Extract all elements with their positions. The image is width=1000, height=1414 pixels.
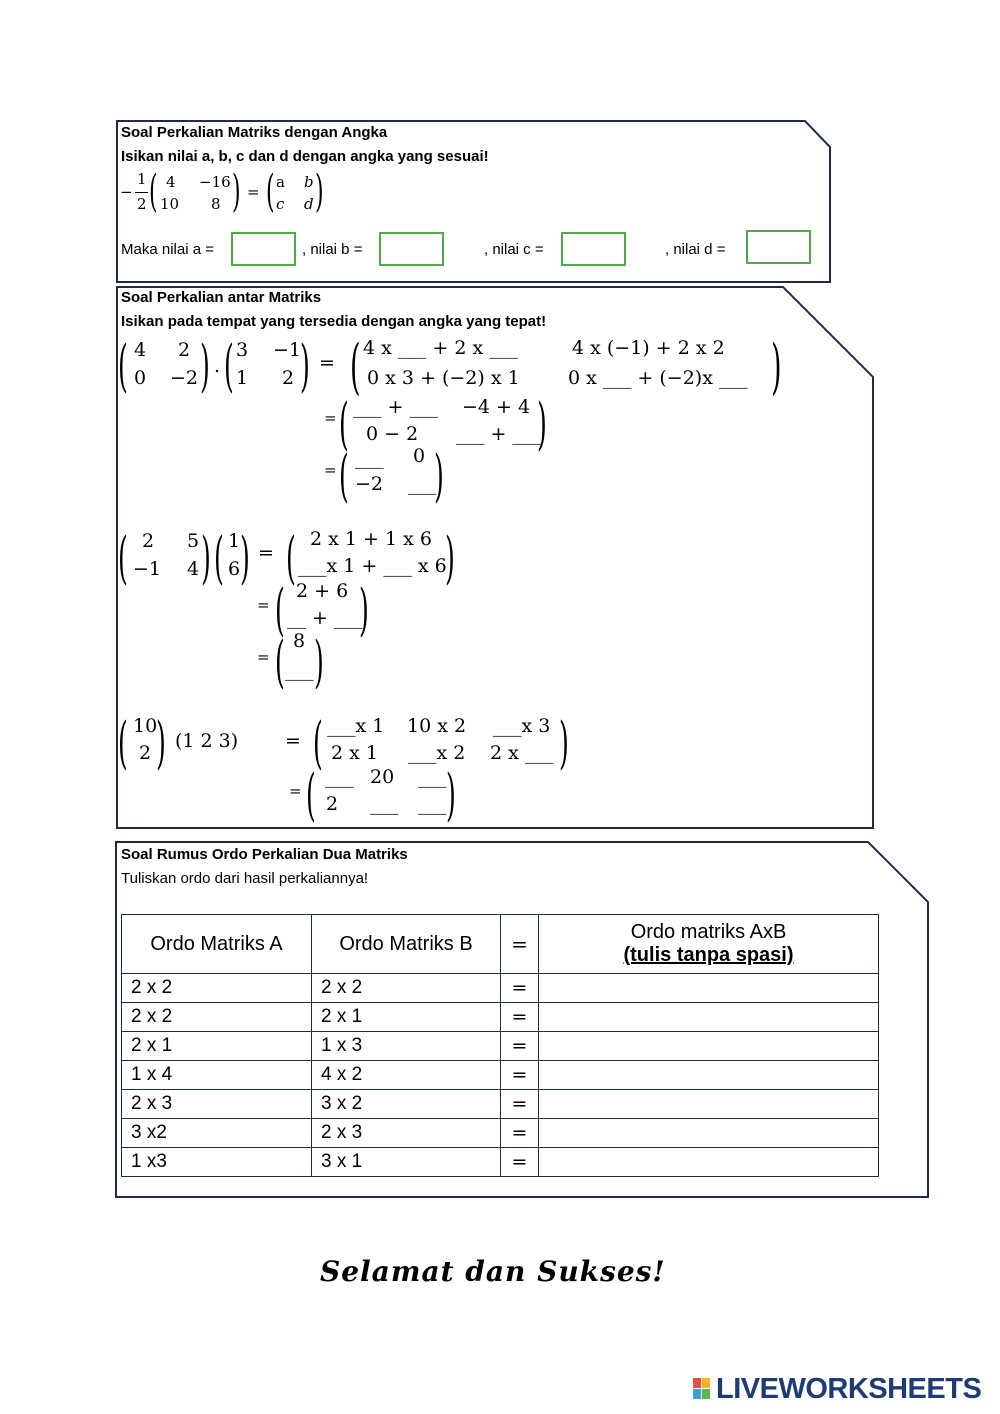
step3-cell: 8: [293, 630, 306, 652]
order-a-cell: 2 x 2: [122, 974, 312, 1003]
step2-cell: ___: [325, 766, 354, 788]
step2-cell: 2: [326, 793, 339, 815]
answer-cell[interactable]: [539, 974, 879, 1003]
matrix-cell: 2: [282, 367, 295, 389]
header-result: [539, 915, 879, 974]
matrix-cell: 4: [187, 558, 200, 580]
equals-sign: =: [324, 461, 337, 479]
table-row: [122, 1148, 879, 1177]
order-a-cell: 1 x3: [122, 1148, 312, 1177]
table-row: [122, 1003, 879, 1032]
step2-cell: 0 − 2: [366, 423, 419, 445]
header-order-b: Ordo Matriks B: [312, 915, 501, 974]
answer-cell[interactable]: [539, 1148, 879, 1177]
answer-box-b[interactable]: [379, 232, 444, 266]
equals-cell: =: [501, 1003, 539, 1032]
matrix-cell: 1: [236, 367, 249, 389]
step2-cell: ___ + ___: [456, 423, 541, 445]
order-b-cell: 3 x 2: [312, 1090, 501, 1119]
equals-sign: =: [257, 648, 270, 666]
matrix-cell: −16: [199, 173, 231, 191]
result-cell-b: b: [304, 173, 314, 191]
step2-cell: 2 + 6: [296, 580, 349, 602]
step1-cell: 4 x (−1) + 2 x 2: [572, 337, 725, 359]
result-right-paren: ): [315, 166, 324, 217]
scalar-denominator: 2: [137, 195, 147, 213]
equals-cell: =: [501, 1032, 539, 1061]
scalar-numerator: 1: [137, 170, 147, 188]
step2-cell: ___: [370, 793, 399, 815]
section2-title: Soal Perkalian antar Matriks: [121, 289, 322, 306]
order-b-cell: 2 x 1: [312, 1003, 501, 1032]
answer-box-d[interactable]: [746, 230, 811, 264]
matrix-cell: −2: [170, 367, 199, 389]
answer-box-c[interactable]: [561, 232, 626, 266]
order-a-cell: 2 x 3: [122, 1090, 312, 1119]
label-c: , nilai c =: [484, 241, 544, 258]
matrix-cell: 1: [228, 530, 241, 552]
section1-instruction: Isikan nilai a, b, c dan d dengan angka yang sesuai!: [121, 148, 489, 165]
table-row: [122, 1090, 879, 1119]
matrix-cell: 2: [178, 339, 191, 361]
row-matrix: (1 2 3): [175, 730, 239, 752]
step2-cell: __ + ___: [287, 607, 363, 629]
answer-cell[interactable]: [539, 1003, 879, 1032]
matrix-cell: 5: [187, 530, 200, 552]
step1-cell: 0 x ___ + (−2)x ___: [568, 367, 748, 389]
equals-sign: =: [258, 542, 274, 564]
matrix-cell: 4: [166, 173, 176, 191]
matrix-left-paren: (: [149, 166, 158, 217]
equals-cell: =: [501, 1090, 539, 1119]
step3-cell: ___: [408, 473, 437, 495]
liveworksheets-brand: LIVEWORKSHEETS: [716, 1373, 982, 1405]
result-left-paren: (: [266, 166, 275, 217]
order-b-cell: 4 x 2: [312, 1061, 501, 1090]
matrix-cell: 8: [211, 195, 221, 213]
table-row: [122, 974, 879, 1003]
matrix-cell: −1: [273, 339, 302, 361]
table-header-row: [122, 915, 879, 974]
table-row: [122, 1032, 879, 1061]
step2-cell: −4 + 4: [462, 396, 531, 418]
label-b: , nilai b =: [302, 241, 363, 258]
step3-cell: ___: [285, 659, 314, 681]
closing-message: Selamat dan Sukses!: [320, 1255, 666, 1288]
step1-cell: 10 x 2: [407, 715, 467, 737]
dot-operator: .: [214, 355, 221, 377]
section2-instruction: Isikan pada tempat yang tersedia dengan angka yang tepat!: [121, 313, 547, 330]
header-order-a: Ordo Matriks A: [122, 915, 312, 974]
result-cell-c: c: [276, 195, 285, 213]
order-table: [121, 914, 879, 1177]
answer-cell[interactable]: [539, 1090, 879, 1119]
table-row: [122, 1119, 879, 1148]
scalar-sign: −: [120, 183, 133, 201]
liveworksheets-logo-icon: [693, 1378, 711, 1400]
step1-cell: 2 x ___: [490, 742, 554, 764]
step3-cell: 0: [413, 445, 426, 467]
result-cell-a: a: [276, 173, 285, 191]
step1-cell: ___x 1: [327, 715, 385, 737]
order-a-cell: 3 x2: [122, 1119, 312, 1148]
equals-sign: =: [324, 409, 337, 427]
matrix-cell: 10: [160, 195, 180, 213]
matrix-cell: 2: [142, 530, 155, 552]
fraction-bar: [135, 192, 148, 193]
matrix-right-paren: ): [232, 166, 241, 217]
step1-cell: 4 x ___ + 2 x ___: [363, 337, 518, 359]
answer-cell[interactable]: [539, 1061, 879, 1090]
step2-cell: ___ + ___: [353, 396, 438, 418]
step2-cell: 20: [370, 766, 395, 788]
step3-cell: −2: [355, 473, 384, 495]
equals-cell: =: [501, 1119, 539, 1148]
header-equals: =: [501, 915, 539, 974]
matrix-cell: 6: [228, 558, 241, 580]
equals-cell: =: [501, 1061, 539, 1090]
step1-cell: ___x 1 + ___ x 6: [298, 555, 447, 577]
order-b-cell: 2 x 2: [312, 974, 501, 1003]
equals-sign: =: [247, 183, 260, 201]
order-b-cell: 1 x 3: [312, 1032, 501, 1061]
order-b-cell: 2 x 3: [312, 1119, 501, 1148]
header-result-title: Ordo matriks AxB: [630, 921, 787, 943]
step2-cell: ___: [418, 766, 447, 788]
order-b-cell: 3 x 1: [312, 1148, 501, 1177]
header-result-note: (tulis tanpa spasi): [623, 944, 794, 966]
section3-title: Soal Rumus Ordo Perkalian Dua Matriks: [121, 846, 408, 863]
table-row: [122, 1061, 879, 1090]
step1-cell: ___x 3: [493, 715, 551, 737]
section1-title: Soal Perkalian Matriks dengan Angka: [121, 124, 388, 141]
step3-cell: ___: [355, 447, 384, 469]
answer-box-a[interactable]: [231, 232, 296, 266]
equals-cell: =: [501, 1148, 539, 1177]
step1-cell: 2 x 1: [331, 742, 378, 764]
result-cell-d: d: [304, 195, 314, 213]
order-a-cell: 1 x 4: [122, 1061, 312, 1090]
answer-cell[interactable]: [539, 1119, 879, 1148]
matrix-cell: 3: [236, 339, 249, 361]
step1-cell: 2 x 1 + 1 x 6: [310, 528, 432, 550]
matrix-cell: 0: [134, 367, 147, 389]
matrix-cell: 4: [134, 339, 147, 361]
answer-cell[interactable]: [539, 1032, 879, 1061]
equals-sign: =: [319, 352, 335, 374]
label-d: , nilai d =: [665, 241, 726, 258]
order-a-cell: 2 x 2: [122, 1003, 312, 1032]
matrix-cell: −1: [133, 558, 162, 580]
equals-sign: =: [289, 782, 302, 800]
matrix-cell: 2: [139, 742, 152, 764]
section3-instruction: Tuliskan ordo dari hasil perkaliannya!: [121, 870, 369, 887]
matrix-cell: 10: [133, 715, 158, 737]
label-a: Maka nilai a =: [121, 241, 214, 258]
step1-cell: 0 x 3 + (−2) x 1: [367, 367, 520, 389]
order-a-cell: 2 x 1: [122, 1032, 312, 1061]
step1-cell: ___x 2: [408, 742, 466, 764]
equals-cell: =: [501, 974, 539, 1003]
step2-cell: ___: [418, 793, 447, 815]
equals-sign: =: [257, 596, 270, 614]
equals-sign: =: [285, 730, 301, 752]
